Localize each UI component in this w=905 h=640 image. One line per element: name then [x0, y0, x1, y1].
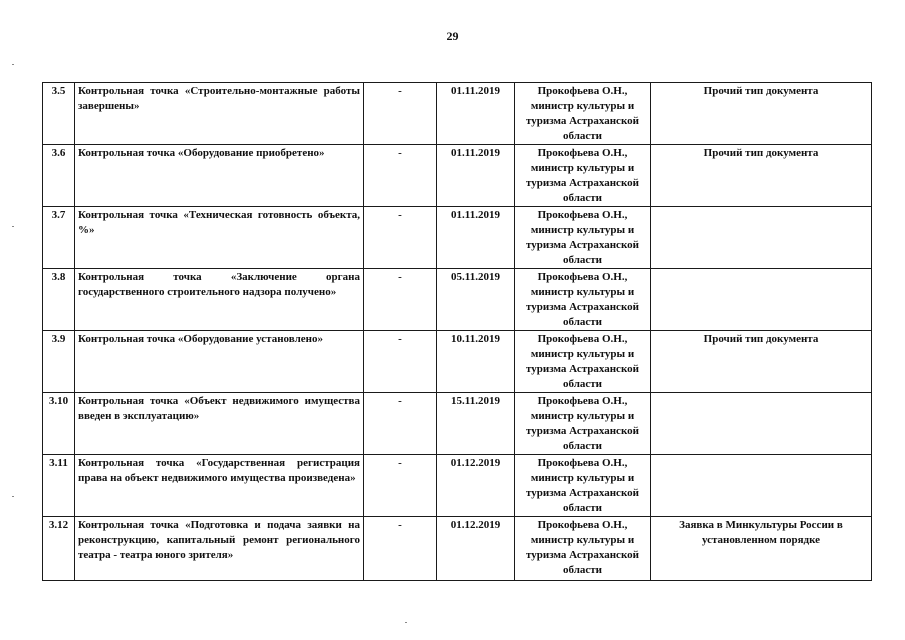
table-row — [43, 145, 872, 207]
document-type-cell — [651, 455, 872, 517]
date-cell: 10.11.2019 — [437, 331, 515, 393]
control-point-name: Контрольная точка «Строительно-монтажные работы завершены» — [78, 85, 360, 112]
table-row — [43, 269, 872, 331]
responsible-cell: Прокофьева О.Н., министр культуры и туризма Астраханской области — [515, 393, 651, 455]
table-row — [43, 83, 872, 145]
table-row — [43, 455, 872, 517]
row-number-cell: 3.5 — [43, 83, 75, 145]
control-point-name-cell — [75, 331, 364, 393]
control-point-name: Контрольная точка «Оборудование установлено» — [78, 333, 323, 345]
control-point-name: Контрольная точка «Подготовка и подача заявки на реконструкцию, капитальный ремонт регионального театра - театра юного зрителя» — [78, 519, 360, 561]
page-number: 29 — [446, 29, 459, 43]
row-number-cell: 3.10 — [43, 393, 75, 455]
row-number-cell: 3.6 — [43, 145, 75, 207]
control-point-name-cell — [75, 455, 364, 517]
control-point-name: Контрольная точка «Объект недвижимого имущества введен в эксплуатацию» — [78, 395, 360, 422]
responsible-cell: Прокофьева О.Н., министр культуры и туризма Астраханской области — [515, 455, 651, 517]
document-type-cell — [651, 393, 872, 455]
table-row — [43, 393, 872, 455]
document-type-cell — [651, 207, 872, 269]
date-cell: 01.11.2019 — [437, 145, 515, 207]
scan-speck — [12, 64, 14, 65]
table-row — [43, 207, 872, 269]
date-cell: 01.11.2019 — [437, 207, 515, 269]
control-point-name-cell — [75, 269, 364, 331]
date-cell: 01.12.2019 — [437, 517, 515, 581]
responsible-cell: Прокофьева О.Н., министр культуры и туризма Астраханской области — [515, 331, 651, 393]
dash-cell: - — [364, 393, 437, 455]
dash-cell: - — [364, 269, 437, 331]
control-point-name: Контрольная точка «Техническая готовность объекта, %» — [78, 209, 360, 236]
control-point-name-cell — [75, 145, 364, 207]
date-cell: 01.11.2019 — [437, 83, 515, 145]
document-type-cell: Прочий тип документа — [651, 83, 872, 145]
responsible-cell: Прокофьева О.Н., министр культуры и туризма Астраханской области — [515, 145, 651, 207]
date-cell: 05.11.2019 — [437, 269, 515, 331]
document-type-cell: Прочий тип документа — [651, 145, 872, 207]
dash-cell: - — [364, 455, 437, 517]
row-number-cell: 3.12 — [43, 517, 75, 581]
control-point-name-cell — [75, 207, 364, 269]
responsible-cell: Прокофьева О.Н., министр культуры и туризма Астраханской области — [515, 269, 651, 331]
date-cell: 01.12.2019 — [437, 455, 515, 517]
row-number-cell: 3.9 — [43, 331, 75, 393]
control-point-name: Контрольная точка «Оборудование приобретено» — [78, 147, 325, 159]
dash-cell: - — [364, 207, 437, 269]
row-number-cell: 3.11 — [43, 455, 75, 517]
dash-cell: - — [364, 517, 437, 581]
table-row — [43, 331, 872, 393]
scan-speck — [12, 226, 14, 227]
dash-cell: - — [364, 145, 437, 207]
table-row — [43, 517, 872, 581]
dash-cell: - — [364, 331, 437, 393]
control-point-name-cell — [75, 517, 364, 581]
scan-speck — [405, 622, 407, 623]
control-points-table — [42, 82, 872, 581]
control-point-name: Контрольная точка «Государственная регистрация права на объект недвижимого имущества произведена» — [78, 457, 360, 484]
control-point-name-cell — [75, 393, 364, 455]
scan-speck — [12, 496, 14, 497]
dash-cell: - — [364, 83, 437, 145]
control-point-name-cell — [75, 83, 364, 145]
document-type-cell — [651, 269, 872, 331]
document-type-cell: Прочий тип документа — [651, 331, 872, 393]
row-number-cell: 3.7 — [43, 207, 75, 269]
control-point-name: Контрольная точка «Заключение органа государственного строительного надзора получено» — [78, 271, 360, 298]
responsible-cell: Прокофьева О.Н., министр культуры и туризма Астраханской области — [515, 83, 651, 145]
responsible-cell: Прокофьева О.Н., министр культуры и туризма Астраханской области — [515, 207, 651, 269]
date-cell: 15.11.2019 — [437, 393, 515, 455]
responsible-cell: Прокофьева О.Н., министр культуры и туризма Астраханской области — [515, 517, 651, 581]
document-type-cell: Заявка в Минкультуры России в установленном порядке — [651, 517, 872, 581]
row-number-cell: 3.8 — [43, 269, 75, 331]
